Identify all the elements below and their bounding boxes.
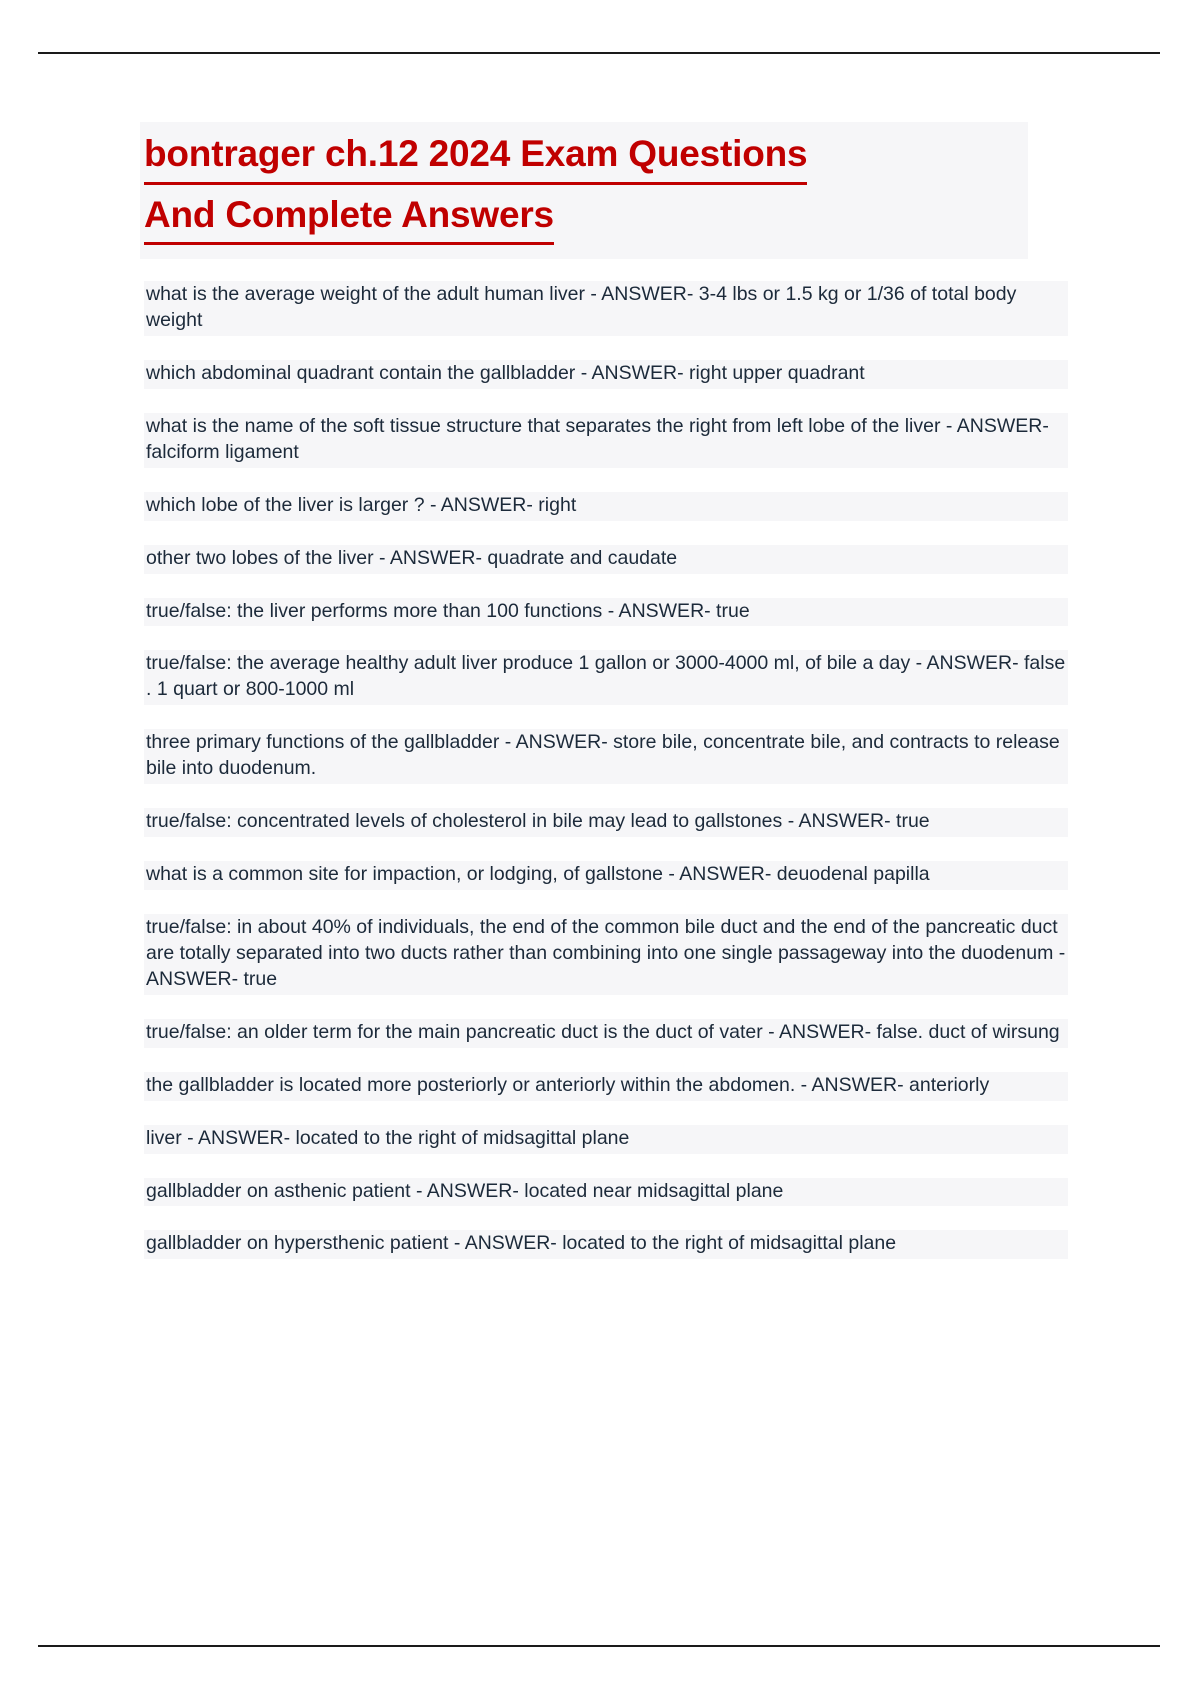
page-title-line-1: bontrager ch.12 2024 Exam Questions	[144, 128, 807, 185]
document-content	[144, 122, 1084, 1259]
qa-item: gallbladder on asthenic patient - ANSWER- located near midsagittal plane	[144, 1178, 1068, 1207]
qa-item: true/false: in about 40% of individuals, the end of the common bile duct and the end of the pancreatic duct are totally separated into two ducts rather than combining into one single passageway into the duodenum - ANSWER- true	[144, 914, 1068, 995]
page-title	[140, 122, 1028, 259]
qa-item: the gallbladder is located more posteriorly or anteriorly within the abdomen. - ANSWER- anteriorly	[144, 1072, 1068, 1101]
qa-list	[144, 281, 1084, 1259]
qa-item: gallbladder on hypersthenic patient - ANSWER- located to the right of midsagittal plane	[144, 1230, 1068, 1259]
qa-item: what is a common site for impaction, or lodging, of gallstone - ANSWER- deuodenal papilla	[144, 861, 1068, 890]
footer-rule	[38, 1645, 1160, 1647]
qa-item: true/false: the liver performs more than 100 functions - ANSWER- true	[144, 598, 1068, 627]
qa-item: other two lobes of the liver - ANSWER- quadrate and caudate	[144, 545, 1068, 574]
qa-item: which lobe of the liver is larger ? - ANSWER- right	[144, 492, 1068, 521]
qa-item: true/false: the average healthy adult liver produce 1 gallon or 3000-4000 ml, of bile a day - ANSWER- false . 1 quart or 800-1000 ml	[144, 650, 1068, 705]
page-title-line-2: And Complete Answers	[144, 189, 554, 246]
header-rule	[38, 52, 1160, 54]
qa-item: three primary functions of the gallbladder - ANSWER- store bile, concentrate bile, and contracts to release bile into duodenum.	[144, 729, 1068, 784]
qa-item: which abdominal quadrant contain the gallbladder - ANSWER- right upper quadrant	[144, 360, 1068, 389]
qa-item: liver - ANSWER- located to the right of midsagittal plane	[144, 1125, 1068, 1154]
qa-item: what is the average weight of the adult human liver - ANSWER- 3-4 lbs or 1.5 kg or 1/36 of total body weight	[144, 281, 1068, 336]
qa-item: true/false: concentrated levels of cholesterol in bile may lead to gallstones - ANSWER- true	[144, 808, 1068, 837]
qa-item: true/false: an older term for the main pancreatic duct is the duct of vater - ANSWER- false. duct of wirsung	[144, 1019, 1068, 1048]
qa-item: what is the name of the soft tissue structure that separates the right from left lobe of the liver - ANSWER- falciform ligament	[144, 413, 1068, 468]
